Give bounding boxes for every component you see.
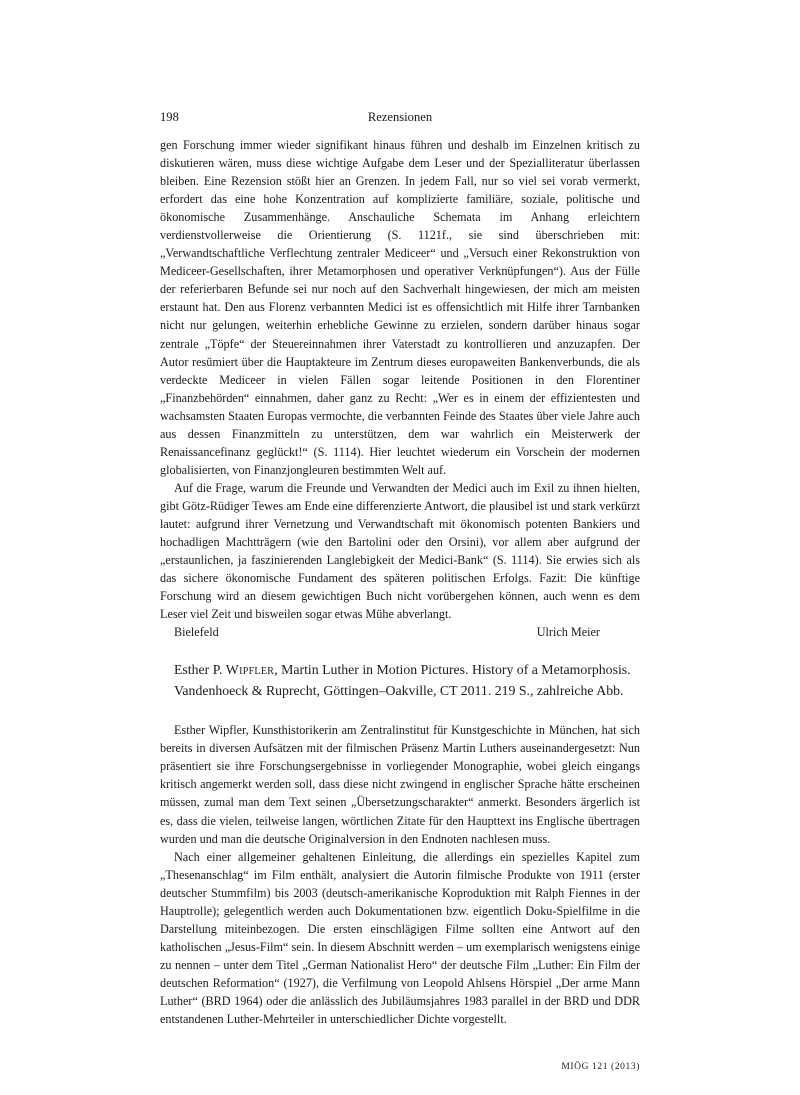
page-number: 198 [160, 110, 179, 124]
body-text [160, 136, 640, 1028]
reviewer-name: Ulrich Meier [536, 625, 600, 640]
book-citation [174, 660, 640, 701]
review-paragraph: Nach einer allgemeiner gehaltenen Einleitung, die allerdings ein spezielles Kapitel zum „Thesenanschlag“ im Film enthält, analysiert die Autorin filmische Produkte von 1911 (erster deutscher Stummfilm) bis 2003 (deutsch-amerikanische Koproduktion mit Ralph Fiennes in der Hauptrolle); gelegentlich werden auch Dokumentationen bzw. eigentlich Doku-Spielfilme in die Darstellung miteinbezogen. Die ersten einschlägigen Filme sollten eine Antwort auf den katholischen „Jesus-Film“ sein. In diesem Abschnitt werden – um exemplarisch wenigstens einige zu nennen – unter dem Titel „German Nationalist Hero“ der deutsche Film „Luther: Ein Film der deutschen Reformation“ (1927), die Verfilmung von Leopold Ahlsens Hörspiel „Der arme Mann Luther“ (BRD 1964) oder die anlässlich des Jubiläumsjahres 1983 parallel in der BRD und DDR entstandenen Luther-Mehrteiler in unterschiedlicher Dichte vorgestellt. [160, 849, 640, 1027]
review-paragraph: Auf die Frage, warum die Freunde und Verwandten der Medici auch im Exil zu ihnen hielten, gibt Götz-Rüdiger Tewes am Ende eine differenzierte Antwort, die plausibel ist und stark verkürzt lautet: aufgrund ihrer Vernetzung und Verwandtschaft mit ökonomisch potenten Bankiers und hochadligen Machtträgern (wie den Bartolini oder den Orsini), vor allem aber aufgrund der „erstaunlichen, ja faszinierenden Langlebigkeit der Medici-Bank“ (S. 1114). Sie erwies sich als das sichere ökonomische Fundament des späteren politischen Erfolgs. Fazit: Die künftige Forschung wird an diesem gewichtigen Buch nicht vorübergehen können, auch wenn es dem Leser viel Zeit und bisweilen sogar etwas Mühe abverlangt. [160, 480, 640, 622]
review-paragraph: gen Forschung immer wieder signifikant hinaus führen und deshalb im Einzelnen kritisch zu diskutieren wären, muss diese wichtige Aufgabe dem Leser und der Spezialliteratur überlassen bleiben. Eine Rezension stößt hier an Grenzen. In jedem Fall, nur so viel sei vorab vermerkt, erfordert das eine hohe Konzentration auf komplizierte familiäre, soziale, politische und ökonomische Zusammenhänge. Anschauliche Schemata im Anhang erleichtern verdienstvollerweise die Orientierung (S. 1121f., sie sind überschrieben mit: „Verwandtschaftliche Verflechtung zentraler Mediceer“ und „Versuch einer Rekonstruktion von Mediceer-Gesellschaften, ihrer Metamorphosen und operativer Verknüpfungen“). Aus der Fülle der referierbaren Befunde sei nur noch auf den Sachverhalt hingewiesen, der mich am meisten erstaunt hat. Den aus Florenz verbannten Medici ist es offensichtlich mit Hilfe ihrer Tarnbanken nicht nur gelungen, weiterhin erhebliche Gewinne zu erzielen, sondern darüber hinaus sogar zentrale „Töpfe“ der Steuereinnahmen ihrer Vaterstadt zu kontrollieren und anzuzapfen. Der Autor resümiert über die Hauptakteure im Zentrum dieses europaweiten Bankenverbunds, die als verdeckte Mediceer in vielen Fällen sogar leitende Positionen in den Florentiner „Finanzbehörden“ einnahmen, daher ganz zu Recht: „Wer es in einem der effizientesten und wachsamsten Staaten Europas vermochte, die verbannten Feinde des Staates über viele Jahre auch aus dessen Finanzmitteln zu unterstützen, dem war wahrlich ein Meisterwerk der Renaissancefinanz geglückt!“ (S. 1114). Hier leuchtet wiederum ein Vorschein der modernen globalisierten, von Finanzjongleuren bestimmten Welt auf. [160, 138, 640, 477]
review-paragraph: Esther Wipfler, Kunsthistorikerin am Zentralinstitut für Kunstgeschichte in München, hat sich bereits in diversen Aufsätzen mit der filmischen Präsenz Martin Luthers auseinandergesetzt: Nun präsentiert sie ihre Forschungsergebnisse in vorliegender Monographie, wobei gleich eingangs kritisch angemerkt werden soll, dass diese nicht zwingend in englischer Sprache hätte erscheinen müssen, zumal man dem Text seinen „Übersetzungscharakter“ anmerkt. Besonders ärgerlich ist es, dass die vielen, teilweise langen, wörtlichen Zitate für den Haupttext ins Englische übertragen wurden und man die deutsche Originalversion in den Endnoten nachlesen muss. [160, 723, 640, 846]
running-title: Rezensionen [367, 110, 433, 124]
book-author-first: Esther P. [174, 662, 223, 678]
review-body [160, 721, 640, 1028]
journal-footer: MIÖG 121 (2013) [561, 1062, 640, 1072]
running-header [160, 110, 640, 130]
review-signature [174, 623, 640, 641]
book-author-last: Wipfler [225, 662, 275, 678]
book-title: , Martin Luther in Motion Pictures. History of a Metamorphosis. Vandenhoeck & Ruprecht, Göttingen–Oakville, CT 2011. 219 S., zahlreiche Abb. [174, 662, 631, 698]
reviewer-place: Bielefeld [174, 625, 219, 640]
